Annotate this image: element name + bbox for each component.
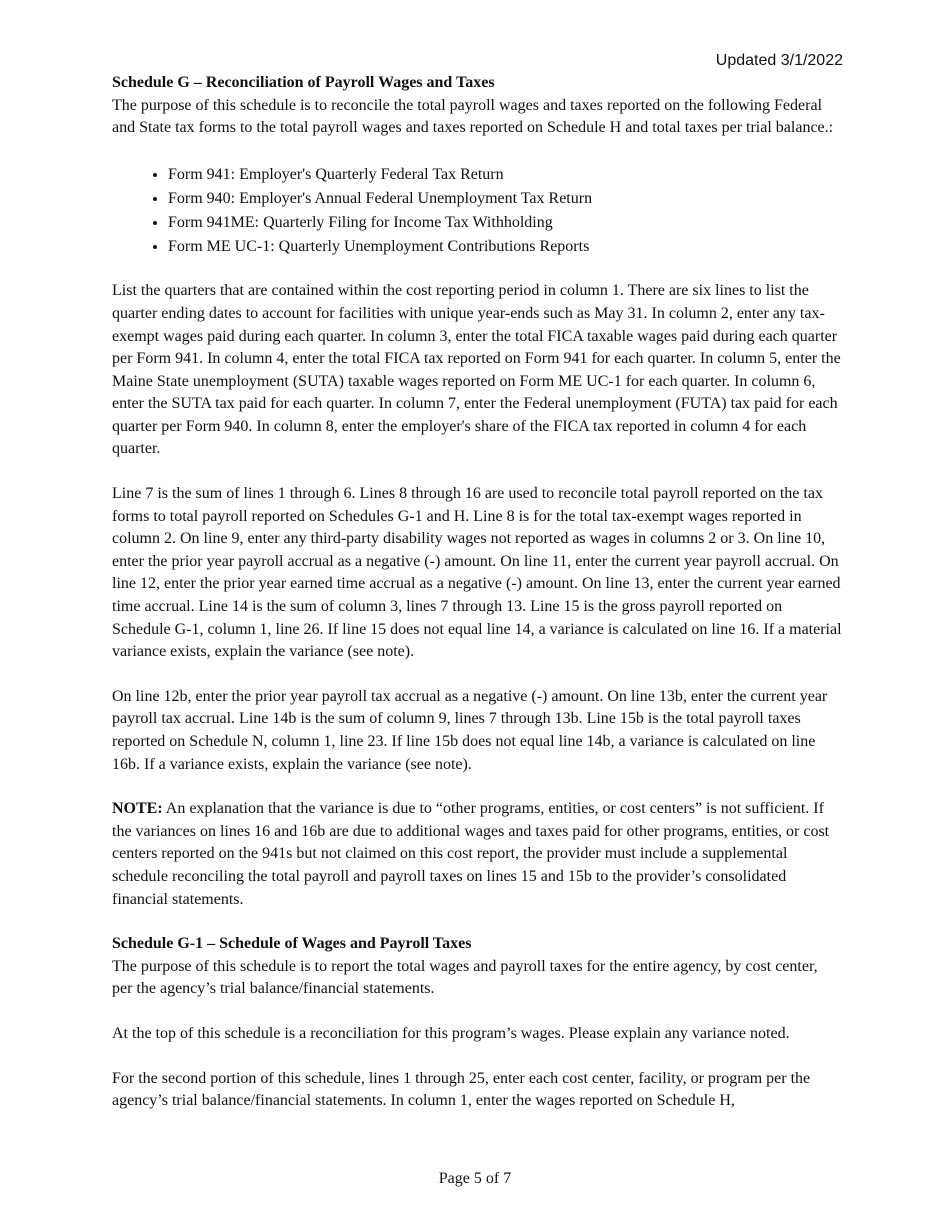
list-item: • Form ME UC-1: Quarterly Unemployment Contributions Reports — [168, 236, 842, 259]
forms-list — [112, 164, 842, 259]
schedule-g1-intro: The purpose of this schedule is to report the total wages and payroll taxes for the entire agency, by cost center, per the agency’s trial balance/financial statements. — [112, 957, 818, 998]
columns-paragraph: List the quarters that are contained within the cost reporting period in column 1. There are six lines to list the quarter ending dates to account for facilities with unique year-ends such as May 31. In column 2, enter any tax-exempt wages paid during each quarter. In column 3, enter the total FICA taxable wages paid during each quarter per Form 941. In column 4, enter the total FICA tax reported on Form 941 for each quarter. In column 5, enter the Maine State unemployment (SUTA) taxable wages reported on Form ME UC-1 for each quarter. In column 6, enter the SUTA tax paid for each quarter. In column 7, enter the Federal unemployment (FUTA) tax paid for each quarter per Form 940. In column 8, enter the employer's share of the FICA tax reported in column 4 for each quarter. — [112, 282, 841, 458]
schedule-g-heading: Schedule G – Reconciliation of Payroll Wages and Taxes — [112, 74, 495, 91]
list-item: • Form 941ME: Quarterly Filing for Income Tax Withholding — [168, 212, 842, 235]
schedule-g-intro: The purpose of this schedule is to reconcile the total payroll wages and taxes reported on the following Federal and State tax forms to the total payroll wages and taxes reported on Schedule H and total taxes per trial balance.: — [112, 96, 834, 137]
schedule-g1-heading: Schedule G-1 – Schedule of Wages and Payroll Taxes — [112, 935, 472, 953]
list-item: • Form 940: Employer's Annual Federal Unemployment Tax Return — [168, 188, 842, 211]
lines-paragraph: Line 7 is the sum of lines 1 through 6. Lines 8 through 16 are used to reconcile total payroll reported on the tax forms to total payroll reported on Schedules G-1 and H. Line 8 is for the total tax-exempt wages reported in column 2. On line 9, enter any third-party disability wages not reported as wages in columns 2 or 3. On line 10, enter the prior year payroll accrual as a negative (-) amount. On line 11, enter the current year payroll accrual. On line 12, enter the prior year earned time accrual as a negative (-) amount. On line 13, enter the current year earned time accrual. Line 14 is the sum of column 3, lines 7 through 13. Line 15 is the gross payroll reported on Schedule G-1, column 1, line 26. If line 15 does not equal line 14, a variance is calculated on line 16. If a material variance exists, explain the variance (see note). — [112, 485, 842, 661]
list-item: • Form 941: Employer's Quarterly Federal Tax Return — [168, 164, 842, 187]
tax-accrual-paragraph: On line 12b, enter the prior year payroll tax accrual as a negative (-) amount. On line 13b, enter the current year payroll tax accrual. Line 14b is the sum of column 9, lines 7 through 13b. Line 15b is the total payroll taxes reported on Schedule N, column 1, line 23. If line 15b does not equal line 14b, a variance is calculated on line 16b. If a variance exists, explain the variance (see note). — [112, 687, 828, 773]
reconciliation-paragraph: At the top of this schedule is a reconciliation for this program’s wages. Please explain any variance noted. — [112, 1024, 790, 1042]
updated-date: Updated 3/1/2022 — [715, 52, 843, 69]
cost-center-paragraph: For the second portion of this schedule, lines 1 through 25, enter each cost center, facility, or program per the agency’s trial balance/financial statements. In column 1, enter the wages reported on Schedule H, — [112, 1069, 811, 1110]
page-number: Page 5 of 7 — [438, 1170, 512, 1187]
note-text: An explanation that the variance is due to “other programs, entities, or cost centers” is not sufficient. If the variances on lines 16 and 16b are due to additional wages and taxes paid for other programs, entities, or cost centers reported on the 941s but not claimed on this cost report, the provider must include a supplemental schedule reconciling the total payroll and payroll taxes on lines 15 and 15b to the provider’s consolidated financial statements. — [112, 800, 830, 908]
note-label: NOTE: — [112, 800, 163, 818]
document-body — [112, 72, 842, 1113]
note-paragraph — [112, 798, 842, 911]
